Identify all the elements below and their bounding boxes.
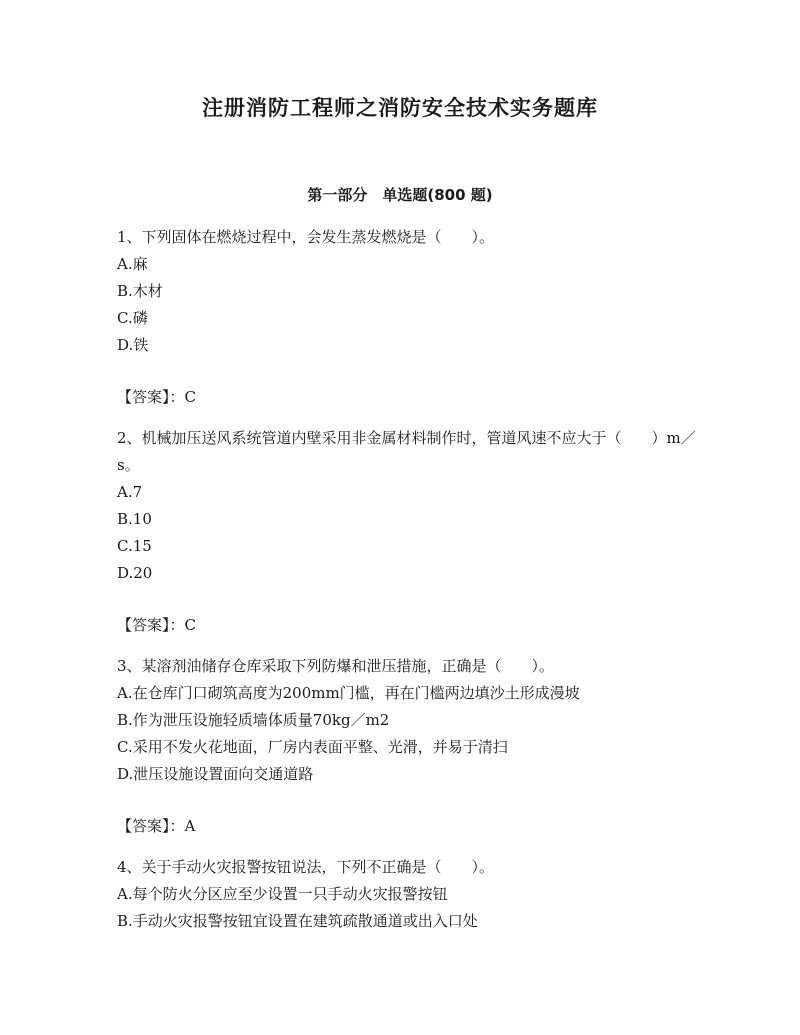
answer-line (117, 384, 697, 411)
question-text: 2、机械加压送风系统管道内壁采用非金属材料制作时，管道风速不应大于（ ）m／s。 (117, 429, 696, 474)
option-b: B.手动火灾报警按钮宜设置在建筑疏散通道或出入口处 (117, 912, 478, 930)
answer-label: 【答案】： (117, 388, 185, 406)
option-b: B.10 (117, 510, 152, 528)
option-d: D.20 (117, 564, 153, 582)
question-2 (117, 425, 697, 639)
option-b: B.作为泄压设施轻质墙体质量70kg／m2 (117, 711, 390, 729)
question-text: 3、某溶剂油储存仓库采取下列防爆和泄压措施，正确是（ ）。 (117, 657, 555, 675)
option-c: C.磷 (117, 309, 148, 327)
answer-label: 【答案】： (117, 616, 185, 634)
answer-line (117, 813, 697, 840)
question-1 (117, 224, 697, 411)
option-a: A.7 (117, 483, 143, 501)
answer-line (117, 612, 697, 639)
question-3 (117, 653, 697, 840)
answer-value: C (184, 388, 196, 406)
option-d: D.泄压设施设置面向交通道路 (117, 765, 314, 783)
option-a: A.在仓库门口砌筑高度为200mm门槛，再在门槛两边填沙土形成漫坡 (117, 684, 580, 702)
question-4 (117, 854, 697, 935)
question-list (117, 224, 697, 935)
option-b: B.木材 (117, 282, 163, 300)
question-text: 4、关于手动火灾报警按钮说法，下列不正确是（ ）。 (117, 858, 495, 876)
answer-value: A (184, 817, 196, 835)
option-a: A.每个防火分区应至少设置一只手动火灾报警按钮 (117, 885, 448, 903)
section-heading: 第一部分 单选题(800 题) (307, 186, 493, 204)
option-c: C.15 (117, 537, 152, 555)
document-title: 注册消防工程师之消防安全技术实务题库 (202, 96, 598, 120)
answer-label: 【答案】： (117, 817, 185, 835)
option-c: C.采用不发火花地面，厂房内表面平整、光滑，并易于清扫 (117, 738, 508, 756)
question-text: 1、下列固体在燃烧过程中，会发生蒸发燃烧是（ ）。 (117, 228, 495, 246)
option-d: D.铁 (117, 336, 149, 354)
answer-value: C (184, 616, 196, 634)
option-a: A.麻 (117, 255, 148, 273)
